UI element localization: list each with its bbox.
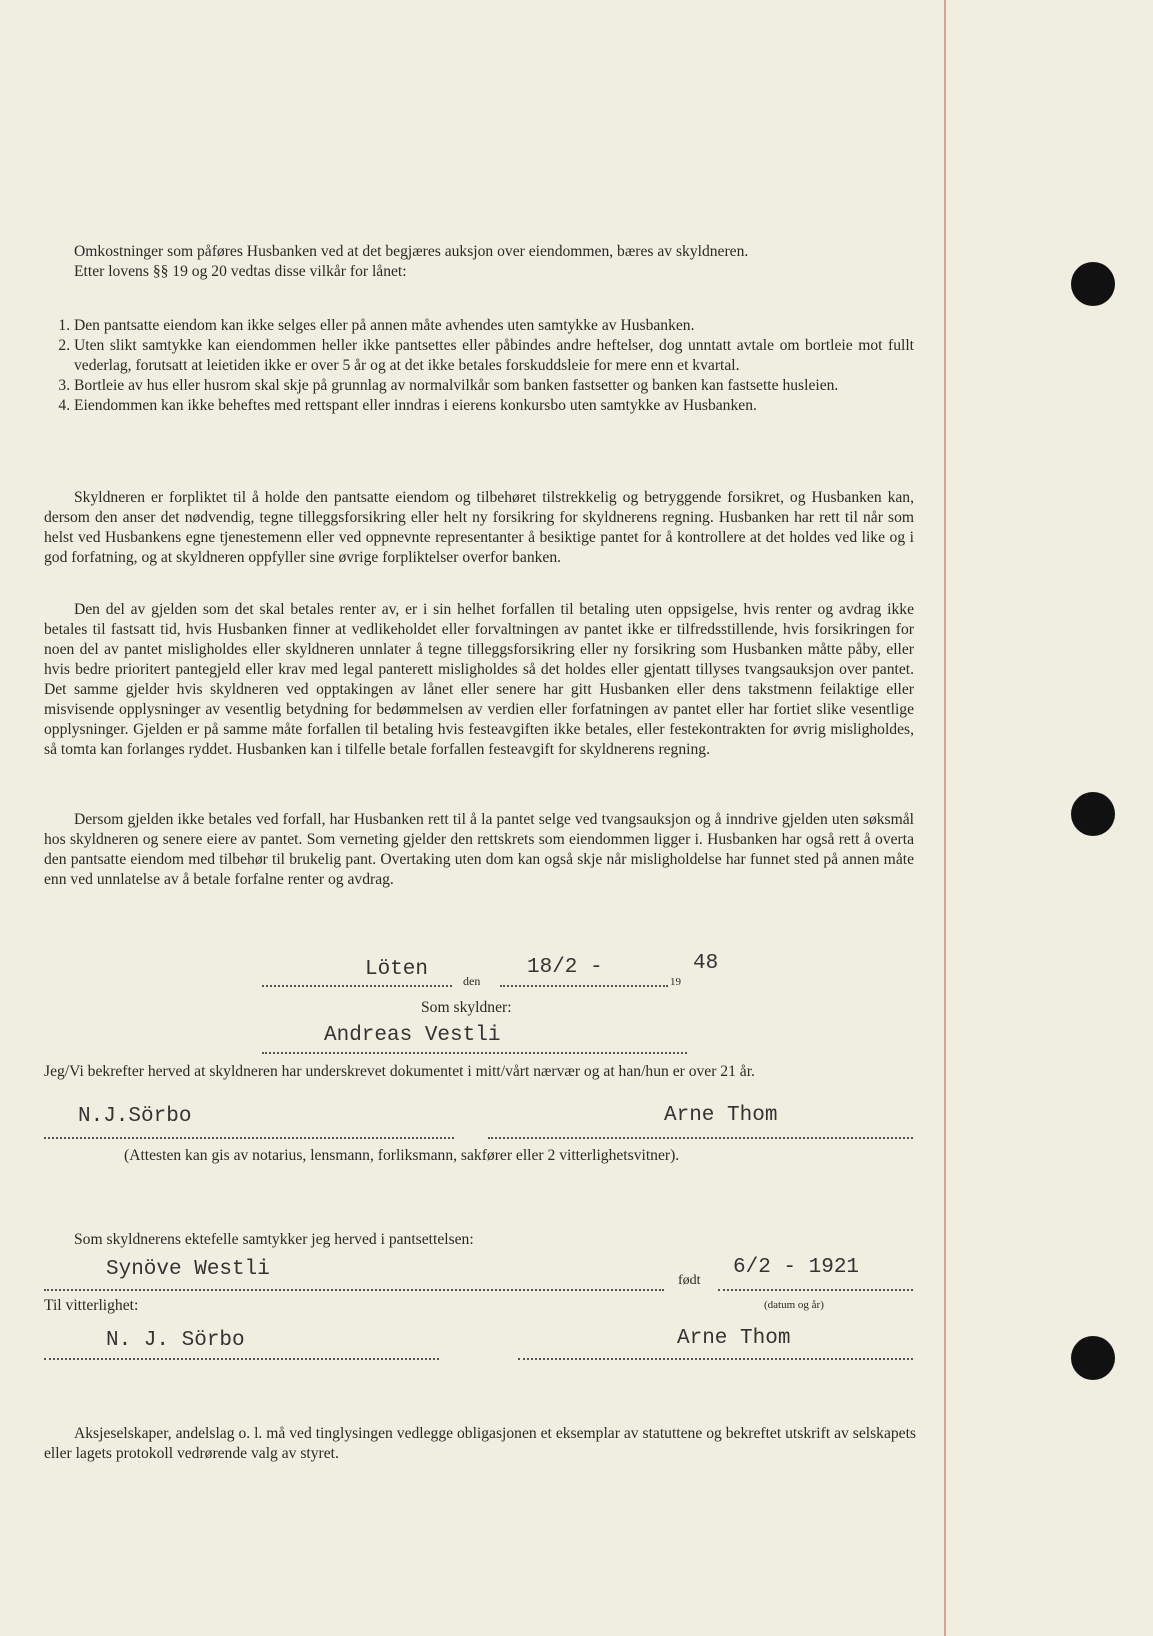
place-line (262, 985, 452, 987)
punch-hole (1071, 262, 1115, 306)
signing-date: 18/2 - (527, 956, 603, 979)
spouse-witness2-line (518, 1358, 913, 1360)
debtor-label: Som skyldner: (421, 999, 512, 1016)
debtor-line (262, 1052, 687, 1054)
due-paragraph: Den del av gjelden som det skal betales renter av, er i sin helhet forfallen til betaling uten oppsigelse, hvis renter og avdrag ikke betales til fastsatt tid, hvis Husbanken finner at vedlikeholdet eller forvaltningen av pantet ikke er tilfredsstillende, hvis forsikringen for noen del av pantet misligholdes eller skyldneren unnlater å tegne tilleggsforsikring eller ny forsikring som Husbanken måtte påby, eller hvis bedre prioritert pantegjeld eller krav med legal panterett misligholdes så det holdes eller gjentatt tillyses tvangsauksjon over pantet. Det samme gjelder hvis skyldneren ved opptakingen av lånet eller senere har gitt Husbanken eller dens takstmenn feilaktige eller misvisende opplysninger av vesentlig betydning for bedømmelsen av verdien eller forfatningen av pantet eller har fortiet slike vesentlige opplysninger. Gjelden er på samme måte forfallen til betaling hvis festeavgiften ikke betales, eller festekontrakten for øvrig misligholdes, så tomta kan forlanges ryddet. Husbanken kan i tilfelle betale forfallen festeavgift for skyldnerens regning. (44, 601, 914, 758)
spouse-witness1-line (44, 1358, 439, 1360)
spouse-witness1-signature: N. J. Sörbo (106, 1329, 245, 1352)
den-label: den (463, 974, 481, 988)
year-prefix: 19 (670, 976, 681, 988)
signing-year: 48 (693, 952, 719, 975)
costs-text: Omkostninger som påføres Husbanken ved at det begjæres auksjon over eiendommen, bæres av skyldneren. (74, 243, 749, 260)
spouse-witness2-signature: Arne Thom (677, 1327, 791, 1350)
spouse-line (44, 1289, 664, 1291)
born-hint: (datum og år) (764, 1299, 824, 1311)
witness2-line (488, 1137, 913, 1139)
born-line (718, 1289, 913, 1291)
witness2-signature: Arne Thom (664, 1104, 778, 1127)
footer-note: Aksjeselskaper, andelslag o. l. må ved tinglysingen vedlegge obligasjonen et eksemplar av statuttene og bekreftet utskrift av selskapets eller lagets protokoll vedrørende valg av styret. (44, 1425, 916, 1462)
term-item: 3. Bortleie av hus eller husrom skal skje på grunnlag av normalvilkår som banken fastsetter og banken kan fastsette husleien. (74, 376, 914, 396)
signing-place: Löten (365, 958, 429, 981)
date-line (500, 985, 668, 987)
born-date: 6/2 - 1921 (733, 1256, 860, 1279)
punch-hole (1071, 1336, 1115, 1380)
default-paragraph: Dersom gjelden ikke betales ved forfall, har Husbanken rett til å la pantet selge ved tvangsauksjon og å inndrive gjelden uten søksmål hos skyldneren og senere eiere av pantet. Som verneting gjelder den rettskrets som eiendommen ligger i. Husbanken har også rett å overta den pantsatte eiendom med tilbehør til brukelig pant. Overtaking uten dom kan også skje når misligholdelse har funnet sted på annen måte enn ved unnlatelse av å betale forfalne renter og avdrag. (44, 811, 914, 888)
terms-intro: Etter lovens §§ 19 og 20 vedtas disse vilkår for lånet: (74, 263, 407, 280)
confirmation-text: Jeg/Vi bekrefter herved at skyldneren har underskrevet dokumentet i mitt/vårt nærvær og at han/hun er over 21 år. (44, 1063, 755, 1080)
witness1-signature: N.J.Sörbo (78, 1105, 192, 1128)
term-item: 4. Eiendommen kan ikke beheftes med rettspant eller inndras i eierens konkursbo uten samtykke av Husbanken. (74, 396, 914, 416)
margin-line (944, 0, 946, 1636)
costs-paragraph (44, 242, 914, 282)
spouse-signature: Synöve Westli (106, 1258, 270, 1281)
born-label: født (678, 1273, 701, 1288)
witness-label: Til vitterlighet: (44, 1297, 139, 1314)
attest-note: (Attesten kan gis av notarius, lensmann, forliksmann, sakfører eller 2 vitterlighetsvitner). (124, 1147, 680, 1164)
term-item: 1. Den pantsatte eiendom kan ikke selges eller på annen måte avhendes uten samtykke av Husbanken. (74, 316, 914, 336)
insurance-paragraph: Skyldneren er forpliktet til å holde den pantsatte eiendom og tilbehøret tilstrekkelig og betryggende forsikret, og Husbanken kan, dersom den anser det nødvendig, tegne tilleggsforsikring eller helt ny forsikring for skyldnerens regning. Husbanken har rett til når som helst ved Husbankens egne tjenestemenn eller ved oppnevnte representanter å besiktige pantet for å kontrollere at det holdes ved like og i god forfatning, og at skyldneren oppfyller sine øvrige forpliktelser overfor banken. (44, 489, 914, 566)
debtor-signature: Andreas Vestli (324, 1024, 501, 1047)
terms-list (44, 316, 914, 416)
witness1-line (44, 1137, 454, 1139)
punch-hole (1071, 792, 1115, 836)
spouse-consent-label: Som skyldnerens ektefelle samtykker jeg herved i pantsettelsen: (74, 1231, 474, 1248)
term-item: 2. Uten slikt samtykke kan eiendommen heller ikke pantsettes eller påbindes andre heftelser, dog unntatt avtale om bortleie mot fullt vederlag, forutsatt at leietiden ikke er over 5 år og at det ikke betales forskuddsleie for mere enn et kvartal. (74, 336, 914, 376)
